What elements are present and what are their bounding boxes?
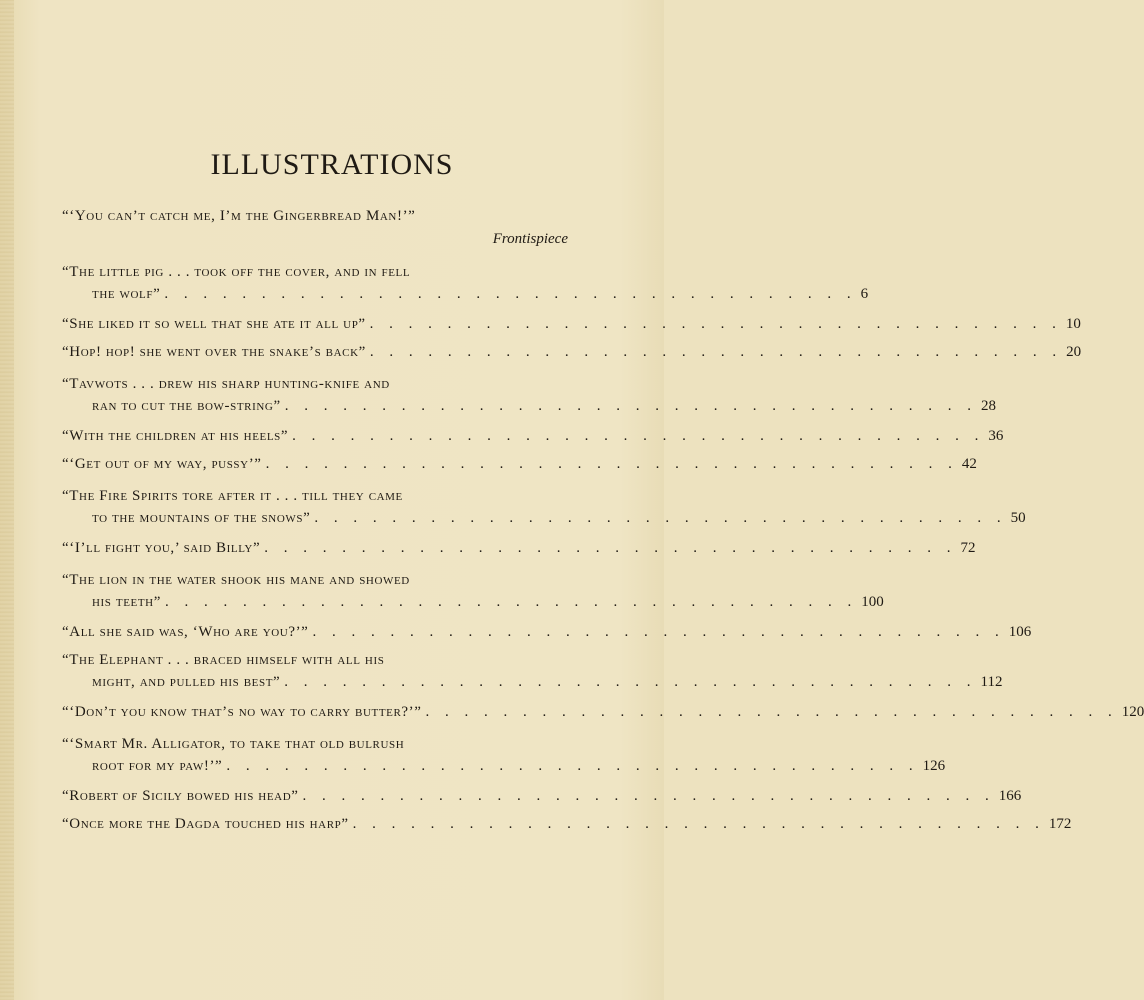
illustration-entry: [62, 814, 1072, 836]
entry-caption-line: [62, 702, 1144, 724]
entry-caption-line: [62, 486, 568, 508]
illustration-entry: [62, 486, 1026, 530]
entry-caption-text: his teeth”: [92, 594, 161, 610]
leader-dots: . . . . . . . . . . . . . . . . . . . . . . . . . . . . . . . . . . . .: [312, 624, 1005, 640]
leader-dots: . . . . . . . . . . . . . . . . . . . . . . . . . . . . . . . . . . . .: [369, 316, 1062, 332]
leader-dots: . . . . . . . . . . . . . . . . . . . . . . . . . . . . . . . . . . . .: [265, 456, 958, 472]
illustration-entry: [62, 342, 1082, 364]
entry-caption-line: [62, 592, 884, 614]
page-number: 20: [1066, 344, 1082, 360]
leader-dots: . . . . . . . . . . . . . . . . . . . . . . . . . . . . . . . . . . . .: [352, 816, 1045, 832]
entry-caption-line: [62, 814, 1072, 836]
entry-caption-text: ran to cut the bow-string”: [92, 398, 281, 414]
illustration-entry: [62, 426, 1004, 448]
entry-caption-line: [62, 672, 1003, 694]
entry-caption-text: the wolf”: [92, 286, 161, 302]
illustration-entry: [62, 570, 884, 614]
illustration-entry: [62, 374, 996, 418]
entry-caption-text: “She liked it so well that she ate it all up”: [62, 316, 366, 332]
entry-caption-text: “Once more the Dagda touched his harp”: [62, 816, 349, 832]
illustration-entry: [62, 702, 1144, 724]
illustration-entry: [62, 734, 946, 778]
page-number: 28: [980, 398, 996, 414]
leader-dots: . . . . . . . . . . . . . . . . . . . . . . . . . . . . . . . . . . . .: [302, 788, 995, 804]
page-number: 10: [1065, 316, 1081, 332]
page-number: 42: [961, 456, 977, 472]
illustration-entry: [62, 538, 976, 560]
entry-caption-text: “‘Don’t you know that’s no way to carry butter?’”: [62, 704, 422, 720]
frontispiece-label: Frontispiece: [492, 231, 568, 247]
entry-caption-line: [62, 396, 996, 418]
leader-dots: . . . . . . . . . . . . . . . . . . . . . . . . . . . . . . . . . . . .: [284, 674, 977, 690]
entry-caption-line: [62, 508, 1026, 530]
leader-dots: . . . . . . . . . . . . . . . . . . . . . . . . . . . . . . . . . . . .: [164, 286, 857, 302]
entry-caption-line: [62, 262, 568, 284]
entry-caption-text: “‘Get out of my way, pussy’”: [62, 456, 262, 472]
leader-dots: . . . . . . . . . . . . . . . . . . . . . . . . . . . . . . . . . . . .: [164, 594, 858, 610]
illustration-entry: [62, 786, 1022, 808]
page-number: 36: [988, 428, 1004, 444]
page-number: 126: [922, 758, 946, 774]
entry-caption-line: [62, 734, 568, 756]
page-number: 120: [1121, 704, 1144, 720]
page-title: ILLUSTRATIONS: [210, 148, 454, 181]
entry-caption-line: [62, 314, 1081, 336]
leader-dots: . . . . . . . . . . . . . . . . . . . . . . . . . . . . . . . . . . . .: [292, 428, 985, 444]
leader-dots: . . . . . . . . . . . . . . . . . . . . . . . . . . . . . . . . . . . .: [284, 398, 977, 414]
entry-caption-text: “Tavwots . . . drew his sharp hunting-knife and: [62, 376, 390, 392]
entry-caption-text: “Hop! hop! she went over the snake’s back”: [62, 344, 366, 360]
page-number: 72: [960, 540, 976, 556]
entry-caption-line: [62, 622, 1032, 644]
leader-dots: . . . . . . . . . . . . . . . . . . . . . . . . . . . . . . . . . . . .: [425, 704, 1118, 720]
entry-caption-line: [62, 756, 946, 778]
page-number: 100: [861, 594, 884, 610]
entry-caption-line: [62, 342, 1082, 364]
frontispiece-caption: “‘You can’t catch me, I’m the Gingerbread Man!’”: [62, 208, 416, 224]
entry-caption-text: “The Elephant . . . braced himself with all his: [62, 652, 385, 668]
page-number: 172: [1048, 816, 1072, 832]
entry-caption-text: root for my paw!’”: [92, 758, 223, 774]
entry-caption-text: “The Fire Spirits tore after it . . . till they came: [62, 488, 403, 504]
entry-caption-line: [62, 570, 568, 592]
illustration-entry: [62, 622, 1032, 644]
leader-dots: . . . . . . . . . . . . . . . . . . . . . . . . . . . . . . . . . . . .: [226, 758, 919, 774]
entry-caption-text: “Robert of Sicily bowed his head”: [62, 788, 299, 804]
entry-caption-text: “‘Smart Mr. Alligator, to take that old bulrush: [62, 736, 405, 752]
page-number: 50: [1010, 510, 1026, 526]
entry-caption-line: [62, 454, 977, 476]
leader-dots: . . . . . . . . . . . . . . . . . . . . . . . . . . . . . . . . . . . .: [369, 344, 1063, 360]
entry-caption-text: “The little pig . . . took off the cover, and in fell: [62, 264, 411, 280]
entry-caption-line: [62, 284, 869, 306]
page-number: 106: [1008, 624, 1032, 640]
entry-caption-text: “All she said was, ‘Who are you?’”: [62, 624, 309, 640]
entry-caption-line: [62, 538, 976, 560]
page-number: 166: [998, 788, 1022, 804]
leader-dots: . . . . . . . . . . . . . . . . . . . . . . . . . . . . . . . . . . . .: [314, 510, 1007, 526]
page-number: 6: [860, 286, 869, 302]
illustration-entry: [62, 454, 977, 476]
illustration-entry: [62, 262, 869, 306]
entry-caption-text: “The lion in the water shook his mane and showed: [62, 572, 410, 588]
entry-caption-line: [62, 374, 568, 396]
entry-caption-line: [62, 426, 1004, 448]
illustration-entry: [62, 650, 1003, 694]
entry-caption-text: “‘I’ll fight you,’ said Billy”: [62, 540, 261, 556]
leader-dots: . . . . . . . . . . . . . . . . . . . . . . . . . . . . . . . . . . . .: [264, 540, 957, 556]
entry-caption-text: “With the children at his heels”: [62, 428, 289, 444]
page-number: 112: [980, 674, 1003, 690]
entry-caption-text: to the mountains of the snows”: [92, 510, 311, 526]
illustration-entry: [62, 314, 1081, 336]
entry-caption-line: [62, 650, 568, 672]
entry-caption-text: might, and pulled his best”: [92, 674, 281, 690]
frontispiece-entry: [62, 206, 568, 228]
entry-caption-line: [62, 786, 1022, 808]
